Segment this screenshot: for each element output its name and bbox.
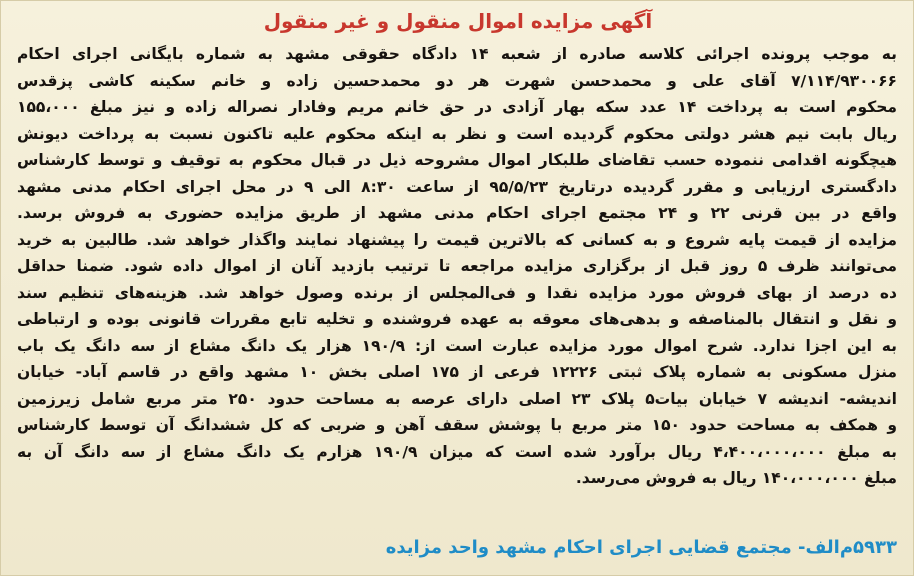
notice-line: به این اجزا ندارد. شرح اموال مورد مزایده عبارت است از: ۱۹۰/۹ هزار یک دانگ مشاع از سه دانگ یک باب — [17, 336, 897, 355]
notice-line: مبلغ ۱۴۰،۰۰۰،۰۰۰ ریال به فروش می‌رسد. — [575, 469, 897, 487]
notice-line: هیچگونه اقدامی ننموده حسب تقاضای طلبکار اموال مشروحه ذیل در قبال محکوم به توقیف و توسط کارشناس — [17, 151, 897, 169]
notice-line: واقع در بین قرنی ۲۲ و ۲۴ مجتمع اجرای احکام مدنی مشهد از طریق مزایده حضوری به فروش برسد. — [17, 204, 897, 222]
notice-line: منزل مسکونی به شماره پلاک ثبتی ۱۲۲۲۶ فرعی از ۱۷۵ اصلی بخش ۱۰ مشهد واقع در قاسم آباد- خیابان — [17, 363, 897, 381]
notice-line: به موجب پرونده اجرائی کلاسه صادره از شعبه ۱۴ دادگاه حقوقی مشهد به شماره بایگانی اجرای احکام — [17, 45, 897, 63]
notice-title: آگهی مزایده اموال منقول و غیر منقول — [263, 9, 653, 33]
notice-footer: ۵۹۳۳م‌الف- مجتمع قضایی اجرای احکام مشهد واحد مزایده — [385, 537, 897, 558]
notice-line: ریال بابت نیم هشر دولتی محکوم گردیده است و نظر به اینکه محکوم علیه تاکنون نسبت به پرداخت دیونش — [17, 124, 897, 143]
notice-line: ده درصد از بهای فروش مورد مزایده نقدا و فی‌المجلس از برنده وصول خواهد شد. هزینه‌های تنظیم سند — [17, 283, 897, 302]
notice-line: به مبلغ ۴،۴۰۰،۰۰۰،۰۰۰ ریال برآورد شده است که میزان ۱۹۰/۹ هزارم یک دانگ مشاع از سه دانگ آن به — [17, 442, 897, 461]
notice-line: دادگستری ارزیابی و مقرر گردیده درتاریخ ۹۵/۵/۲۳ از ساعت ۸:۳۰ الی ۹ در محل اجرای احکام مدنی مشهد — [17, 177, 897, 196]
notice-body — [17, 41, 897, 492]
notice-line: اندیشه- اندیشه ۷ خیابان بیات۵ پلاک ۲۳ اصلی دارای عرصه به مساحت حدود ۲۵۰ متر مربع شامل زیرزمین — [17, 389, 897, 408]
notice-line: می‌توانند ظرف ۵ روز قبل از برگزاری مزایده مراجعه تا ترتیب بازدید آنان از اموال داده شود. ضمنا حداقل — [17, 257, 897, 275]
notice-line: محکوم است به پرداخت ۱۴ عدد سکه بهار آزادی در حق خانم مریم وفادار نصراله زاده و نیز مبلغ ۱۵۵،۰۰۰ — [17, 98, 897, 116]
notice-line: و همکف به مساحت حدود ۱۵۰ متر مربع با پوشش سقف آهن و ضربی که کل ششدانگ آن توسط کارشناس — [17, 416, 897, 434]
notice-line: ۷/۱۱۴/۹۳۰۰۶۶ آقای علی و محمدحسن شهرت هر دو محمدحسین زاده و خانم سکینه کاشی پزقدس — [17, 71, 897, 90]
notice-line: و نقل و انتقال بالمناصفه و بدهی‌های معوقه به عهده فروشنده و تخلیه تابع مقررات قانونی بوده و ارتباطی — [17, 310, 897, 328]
notice-line: مزایده از قیمت پایه شروع و به کسانی که بالاترین قیمت را پیشنهاد نمایند واگذار خواهد شد. طالبین به خرید — [17, 230, 897, 249]
